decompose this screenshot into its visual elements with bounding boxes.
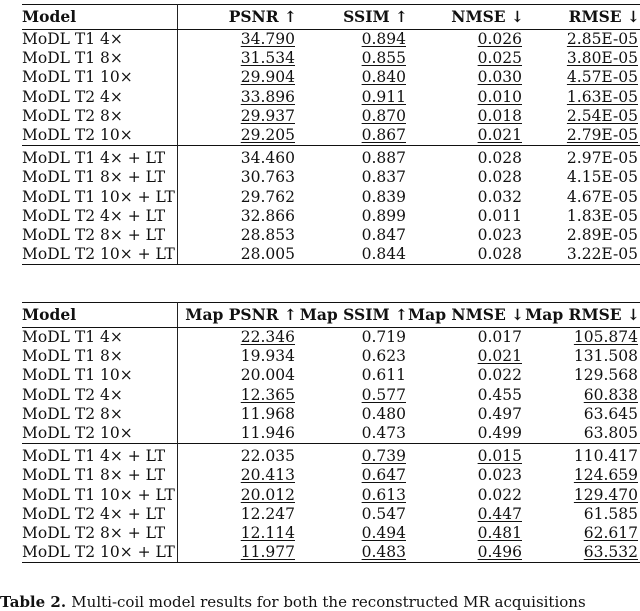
metric-value: 12.247 — [240, 504, 295, 523]
model-cell: MoDL T2 4× — [22, 386, 177, 405]
table-row — [22, 49, 640, 68]
metric-value: 0.870 — [361, 106, 406, 125]
model-cell: MoDL T1 8× + LT — [22, 168, 177, 187]
model-cell: MoDL T2 10× + LT — [22, 543, 177, 563]
metric-value: 0.022 — [477, 366, 522, 385]
metric-value: 0.911 — [361, 87, 406, 106]
metric-value: 0.840 — [361, 68, 406, 87]
model-cell: MoDL T2 4× + LT — [22, 505, 177, 524]
model-cell: MoDL T1 4× + LT — [22, 444, 177, 467]
model-cell: MoDL T1 4× + LT — [22, 146, 177, 169]
metric-cell — [177, 543, 297, 563]
metric-cell — [297, 207, 408, 226]
metric-cell — [408, 424, 524, 444]
model-cell: MoDL T2 4× — [22, 88, 177, 107]
metric-value: 0.028 — [477, 245, 522, 264]
metric-value: 0.894 — [361, 30, 406, 48]
metric-cell — [297, 466, 408, 485]
metric-cell — [297, 146, 408, 169]
metric-cell — [524, 168, 640, 187]
metric-value: 3.22E-05 — [566, 245, 638, 264]
metric-cell — [524, 146, 640, 169]
table-row — [22, 328, 640, 348]
metric-cell — [524, 347, 640, 366]
metric-value: 19.934 — [240, 347, 295, 366]
model-cell: MoDL T2 4× + LT — [22, 207, 177, 226]
metric-value: 4.15E-05 — [566, 168, 638, 187]
model-cell: MoDL T2 8× + LT — [22, 226, 177, 245]
metric-value: 0.577 — [361, 385, 406, 404]
col-header-map-psnr: Map PSNR ↑ — [177, 303, 297, 328]
model-cell: MoDL T2 10× — [22, 424, 177, 444]
metric-value: 0.483 — [361, 543, 406, 562]
metric-cell — [177, 366, 297, 385]
metric-value: 62.617 — [583, 524, 638, 543]
model-cell: MoDL T1 10× — [22, 366, 177, 385]
metric-value: 0.021 — [477, 126, 522, 145]
metric-cell — [524, 366, 640, 385]
metric-value: 0.028 — [477, 168, 522, 187]
metric-value: 110.417 — [573, 447, 638, 466]
metric-value: 105.874 — [573, 328, 638, 346]
model-cell: MoDL T2 8× + LT — [22, 524, 177, 543]
table-row — [22, 126, 640, 146]
metric-value: 0.455 — [477, 385, 522, 404]
metric-cell — [297, 107, 408, 126]
metric-cell — [177, 347, 297, 366]
metric-value: 0.844 — [361, 245, 406, 264]
metric-cell — [524, 226, 640, 245]
metric-value: 20.012 — [240, 485, 295, 504]
metric-value: 22.035 — [240, 447, 295, 466]
table-row — [22, 386, 640, 405]
metric-cell — [524, 386, 640, 405]
metric-value: 0.028 — [477, 149, 522, 168]
metric-cell — [297, 543, 408, 563]
metric-value: 29.762 — [240, 187, 295, 206]
metric-cell — [408, 466, 524, 485]
table-row — [22, 88, 640, 107]
model-cell: MoDL T1 10× — [22, 68, 177, 87]
metric-value: 30.763 — [240, 168, 295, 187]
metric-value: 0.494 — [361, 524, 406, 543]
metric-cell — [524, 88, 640, 107]
table-row — [22, 486, 640, 505]
metric-value: 34.460 — [240, 149, 295, 168]
metric-cell — [524, 126, 640, 146]
col-header-rmse: RMSE ↓ — [524, 5, 640, 30]
metric-value: 0.018 — [477, 106, 522, 125]
metric-value: 0.739 — [361, 447, 406, 466]
col-header-nmse: NMSE ↓ — [408, 5, 524, 30]
table-row — [22, 30, 640, 50]
metric-value: 61.585 — [583, 504, 638, 523]
metric-cell — [177, 328, 297, 348]
metric-cell — [297, 505, 408, 524]
metric-cell — [524, 444, 640, 467]
metric-cell — [297, 347, 408, 366]
metric-cell — [408, 405, 524, 424]
metric-value: 0.496 — [477, 543, 522, 562]
metric-cell — [177, 424, 297, 444]
metric-value: 0.855 — [361, 49, 406, 68]
metric-value: 0.023 — [477, 226, 522, 245]
metric-cell — [177, 524, 297, 543]
metric-cell — [297, 386, 408, 405]
metric-cell — [177, 168, 297, 187]
model-cell: MoDL T1 10× + LT — [22, 486, 177, 505]
metric-value: 28.853 — [240, 226, 295, 245]
metric-cell — [408, 347, 524, 366]
model-cell: MoDL T1 8× — [22, 49, 177, 68]
metric-value: 31.534 — [240, 49, 295, 68]
table-row — [22, 207, 640, 226]
metric-value: 0.011 — [477, 206, 522, 225]
metric-value: 0.480 — [361, 404, 406, 423]
model-cell: MoDL T2 10× — [22, 126, 177, 146]
table-row — [22, 68, 640, 87]
metric-cell — [297, 524, 408, 543]
metric-cell — [177, 466, 297, 485]
col-header-map-ssim: Map SSIM ↑ — [297, 303, 408, 328]
metric-cell — [297, 226, 408, 245]
table-row — [22, 347, 640, 366]
metric-value: 29.904 — [240, 68, 295, 87]
table-caption — [0, 593, 640, 611]
metric-value: 129.568 — [573, 366, 638, 385]
metric-cell — [524, 466, 640, 485]
metric-value: 0.025 — [477, 49, 522, 68]
metric-cell — [177, 146, 297, 169]
metric-value: 11.977 — [240, 543, 295, 562]
metric-cell — [408, 88, 524, 107]
metric-value: 63.645 — [583, 404, 638, 423]
metric-cell — [524, 107, 640, 126]
metric-value: 0.611 — [361, 366, 406, 385]
metric-value: 0.839 — [361, 187, 406, 206]
metric-cell — [297, 486, 408, 505]
metric-value: 20.004 — [240, 366, 295, 385]
metric-cell — [408, 524, 524, 543]
col-header-map-rmse: Map RMSE ↓ — [524, 303, 640, 328]
metric-cell — [408, 328, 524, 348]
metric-value: 29.937 — [240, 106, 295, 125]
metric-cell — [177, 68, 297, 87]
metric-value: 63.532 — [583, 543, 638, 562]
metric-value: 0.887 — [361, 149, 406, 168]
table-row — [22, 424, 640, 444]
metric-value: 29.205 — [240, 126, 295, 145]
metric-cell — [177, 444, 297, 467]
model-cell: MoDL T1 8× — [22, 347, 177, 366]
metric-value: 0.899 — [361, 206, 406, 225]
metric-value: 3.80E-05 — [566, 49, 638, 68]
metric-cell — [408, 49, 524, 68]
metric-cell — [408, 68, 524, 87]
metric-cell — [297, 88, 408, 107]
metric-cell — [297, 424, 408, 444]
metric-cell — [297, 405, 408, 424]
metric-value: 0.015 — [477, 447, 522, 466]
table-row — [22, 543, 640, 563]
results-table-map-metrics — [22, 302, 640, 563]
model-cell: MoDL T2 10× + LT — [22, 245, 177, 265]
metric-value: 0.481 — [477, 524, 522, 543]
metric-value: 0.547 — [361, 504, 406, 523]
metric-cell — [408, 168, 524, 187]
results-table-image-metrics — [22, 4, 640, 265]
metric-cell — [297, 188, 408, 207]
metric-cell — [408, 543, 524, 563]
metric-cell — [408, 126, 524, 146]
metric-cell — [177, 207, 297, 226]
table-row — [22, 466, 640, 485]
table-row — [22, 226, 640, 245]
model-cell: MoDL T1 8× + LT — [22, 466, 177, 485]
metric-cell — [524, 543, 640, 563]
metric-value: 22.346 — [240, 328, 295, 346]
metric-cell — [297, 366, 408, 385]
table-header-row — [22, 5, 640, 30]
col-header-model: Model — [22, 5, 177, 30]
metric-value: 4.67E-05 — [566, 187, 638, 206]
metric-value: 2.54E-05 — [566, 106, 638, 125]
metric-cell — [408, 444, 524, 467]
metric-value: 20.413 — [240, 466, 295, 485]
metric-cell — [408, 366, 524, 385]
table-row — [22, 366, 640, 385]
metric-value: 0.647 — [361, 466, 406, 485]
metric-cell — [297, 444, 408, 467]
metric-value: 0.010 — [477, 87, 522, 106]
metric-value: 124.659 — [573, 466, 638, 485]
table-row — [22, 188, 640, 207]
model-cell: MoDL T2 8× — [22, 405, 177, 424]
metric-value: 1.63E-05 — [566, 87, 638, 106]
metric-cell — [524, 245, 640, 265]
metric-value: 0.032 — [477, 187, 522, 206]
col-header-psnr: PSNR ↑ — [177, 5, 297, 30]
caption-text: Multi-coil model results for both the reconstructed MR acquisitions — [71, 593, 586, 611]
metric-cell — [177, 405, 297, 424]
metric-cell — [177, 126, 297, 146]
metric-value: 11.968 — [240, 404, 295, 423]
metric-cell — [297, 126, 408, 146]
metric-cell — [408, 386, 524, 405]
metric-cell — [177, 49, 297, 68]
metric-value: 2.85E-05 — [566, 30, 638, 48]
metric-value: 0.719 — [361, 328, 406, 346]
metric-value: 129.470 — [573, 485, 638, 504]
metric-cell — [177, 386, 297, 405]
model-cell: MoDL T1 10× + LT — [22, 188, 177, 207]
metric-value: 0.497 — [477, 404, 522, 423]
metric-value: 32.866 — [240, 206, 295, 225]
model-cell: MoDL T1 4× — [22, 328, 177, 348]
metric-value: 0.613 — [361, 485, 406, 504]
metric-cell — [408, 107, 524, 126]
metric-value: 12.365 — [240, 385, 295, 404]
metric-value: 0.473 — [361, 424, 406, 443]
metric-cell — [297, 68, 408, 87]
metric-cell — [297, 30, 408, 50]
metric-value: 60.838 — [583, 385, 638, 404]
metric-cell — [297, 168, 408, 187]
model-cell: MoDL T1 4× — [22, 30, 177, 50]
metric-cell — [524, 405, 640, 424]
metric-value: 0.017 — [477, 328, 522, 346]
metric-value: 0.867 — [361, 126, 406, 145]
table-row — [22, 107, 640, 126]
table-row — [22, 444, 640, 467]
metric-value: 33.896 — [240, 87, 295, 106]
metric-cell — [177, 245, 297, 265]
table-row — [22, 505, 640, 524]
metric-cell — [524, 49, 640, 68]
metric-value: 2.97E-05 — [566, 149, 638, 168]
metric-value: 11.946 — [240, 424, 295, 443]
metric-value: 2.89E-05 — [566, 226, 638, 245]
metric-cell — [524, 505, 640, 524]
table-body — [22, 30, 640, 265]
col-header-ssim: SSIM ↑ — [297, 5, 408, 30]
table-row — [22, 405, 640, 424]
metric-cell — [524, 188, 640, 207]
table-row — [22, 524, 640, 543]
metric-cell — [297, 245, 408, 265]
col-header-map-nmse: Map NMSE ↓ — [408, 303, 524, 328]
metric-value: 4.57E-05 — [566, 68, 638, 87]
metric-value: 0.623 — [361, 347, 406, 366]
metric-cell — [408, 188, 524, 207]
metric-value: 28.005 — [240, 245, 295, 264]
model-cell: MoDL T2 8× — [22, 107, 177, 126]
table-row — [22, 168, 640, 187]
metric-cell — [408, 146, 524, 169]
metric-value: 0.837 — [361, 168, 406, 187]
metric-cell — [524, 524, 640, 543]
metric-cell — [408, 505, 524, 524]
metric-cell — [177, 226, 297, 245]
metric-cell — [524, 30, 640, 50]
metric-value: 63.805 — [583, 424, 638, 443]
table-header-row — [22, 303, 640, 328]
metric-value: 0.499 — [477, 424, 522, 443]
metric-cell — [408, 30, 524, 50]
caption-label: Table 2. — [0, 593, 67, 611]
metric-value: 2.79E-05 — [566, 126, 638, 145]
metric-value: 12.114 — [240, 524, 295, 543]
metric-value: 0.030 — [477, 68, 522, 87]
metric-value: 131.508 — [573, 347, 638, 366]
metric-cell — [177, 88, 297, 107]
metric-cell — [177, 486, 297, 505]
metric-value: 0.023 — [477, 466, 522, 485]
metric-cell — [408, 226, 524, 245]
metric-cell — [408, 245, 524, 265]
metric-cell — [297, 49, 408, 68]
table-row — [22, 146, 640, 169]
metric-value: 34.790 — [240, 30, 295, 48]
table-row — [22, 245, 640, 265]
metric-cell — [524, 207, 640, 226]
metric-value: 1.83E-05 — [566, 206, 638, 225]
metric-value: 0.847 — [361, 226, 406, 245]
metric-cell — [408, 486, 524, 505]
metric-cell — [524, 486, 640, 505]
metric-value: 0.447 — [477, 504, 522, 523]
col-header-model: Model — [22, 303, 177, 328]
metric-value: 0.026 — [477, 30, 522, 48]
metric-value: 0.022 — [477, 485, 522, 504]
metric-cell — [177, 505, 297, 524]
metric-cell — [524, 328, 640, 348]
table-body — [22, 328, 640, 563]
metric-value: 0.021 — [477, 347, 522, 366]
metric-cell — [524, 424, 640, 444]
metric-cell — [524, 68, 640, 87]
metric-cell — [408, 207, 524, 226]
metric-cell — [177, 30, 297, 50]
metric-cell — [297, 328, 408, 348]
metric-cell — [177, 107, 297, 126]
metric-cell — [177, 188, 297, 207]
